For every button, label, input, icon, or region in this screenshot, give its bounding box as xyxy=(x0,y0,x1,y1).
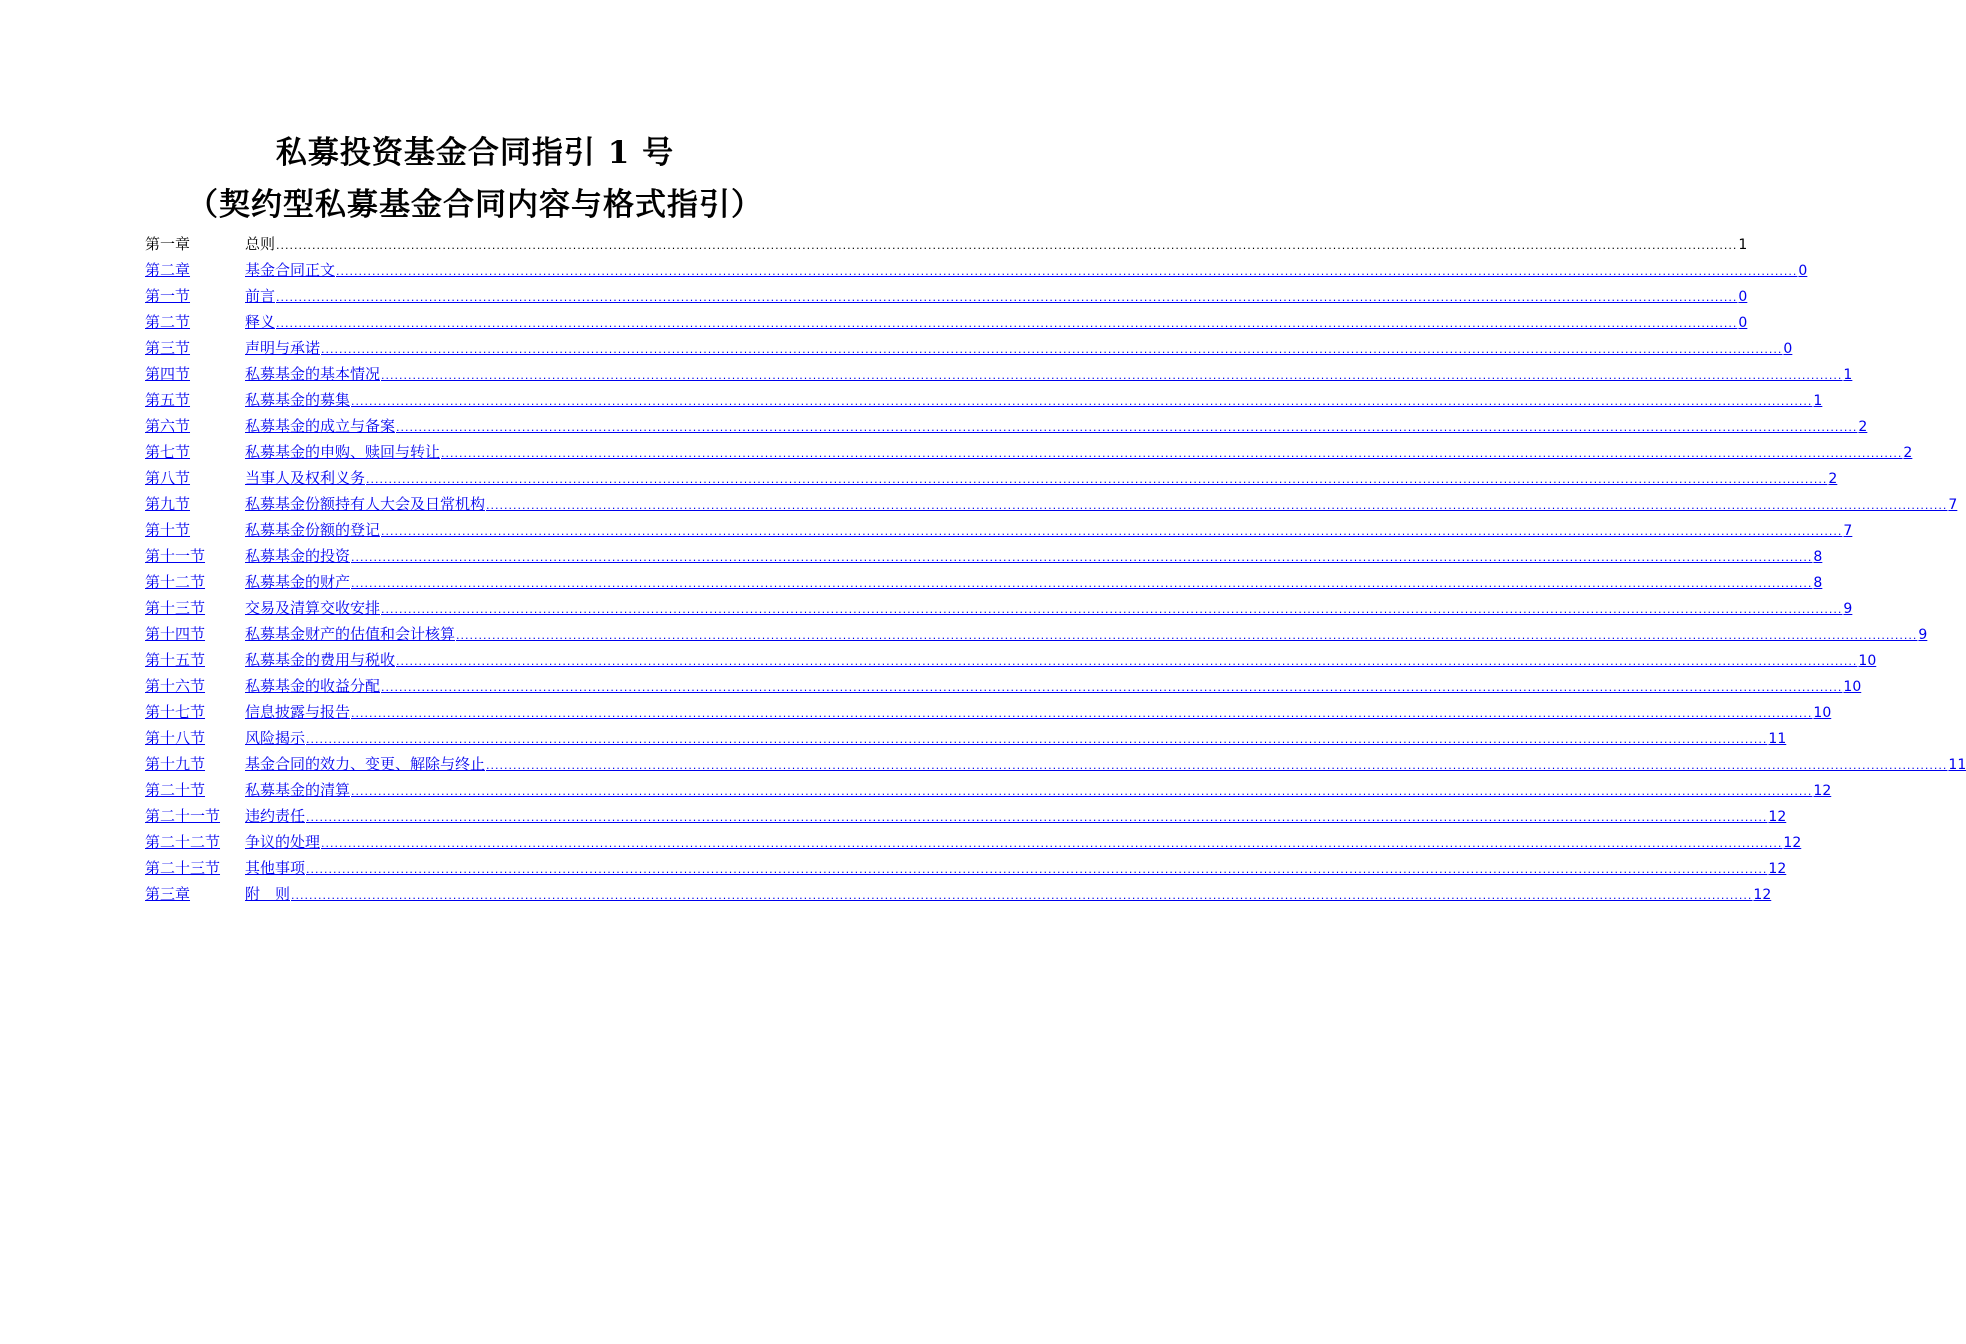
toc-section-link[interactable] xyxy=(145,699,1832,725)
toc-page-number: 1 xyxy=(1738,237,1748,253)
toc-entry-title: 其他事项 xyxy=(245,859,306,877)
toc-page-number: 9 xyxy=(1843,601,1853,617)
toc-dot-leader: ..................................................................................................................................................................................................................................................................................................................................... xyxy=(351,577,1813,590)
toc-page-number: 10 xyxy=(1858,653,1877,669)
toc-section-link[interactable] xyxy=(145,361,1853,387)
document-subtitle: （契约型私募基金合同内容与格式指引） xyxy=(187,187,763,223)
toc-page-number: 8 xyxy=(1813,575,1823,591)
toc-entry-title: 私募基金的申购、赎回与转让 xyxy=(245,443,441,461)
toc-page-number: 10 xyxy=(1843,679,1862,695)
toc-entry-title: 私募基金份额的登记 xyxy=(245,521,381,539)
toc-dot-leader: ..................................................................................................................................................................................................................................................................................................................................... xyxy=(381,369,1843,382)
toc-section-link[interactable] xyxy=(145,777,1832,803)
toc-entry-title: 违约责任 xyxy=(245,807,306,825)
toc-entry-title: 当事人及权利义务 xyxy=(245,469,366,487)
toc-page-number: 10 xyxy=(1813,705,1832,721)
toc-dot-leader: ..................................................................................................................................................................................................................................................................................................................................... xyxy=(351,395,1813,408)
toc-dot-leader: ..................................................................................................................................................................................................................................................................................................................................... xyxy=(276,317,1738,330)
toc-dot-leader: ..................................................................................................................................................................................................................................................................................................................................... xyxy=(441,447,1903,460)
toc-section-link[interactable] xyxy=(145,725,1787,751)
toc-entry-title: 私募基金的投资 xyxy=(245,547,351,565)
toc-section-link[interactable] xyxy=(145,751,1966,777)
toc-entry-number: 第十二节 xyxy=(145,573,206,591)
toc-entry-title: 私募基金的成立与备案 xyxy=(245,417,396,435)
toc-entry-number: 第十节 xyxy=(145,521,191,539)
table-of-contents xyxy=(145,231,1966,907)
toc-entry-title: 私募基金的基本情况 xyxy=(245,365,381,383)
toc-entry-number: 第十四节 xyxy=(145,625,206,643)
toc-page-number: 12 xyxy=(1753,887,1772,903)
toc-entry-number: 第二章 xyxy=(145,261,191,279)
toc-dot-leader: ..................................................................................................................................................................................................................................................................................................................................... xyxy=(486,499,1948,512)
toc-section-link[interactable] xyxy=(145,413,1868,439)
toc-section-link[interactable] xyxy=(145,387,1823,413)
toc-page-number: 11 xyxy=(1948,757,1966,773)
toc-section-link[interactable] xyxy=(145,283,1748,309)
toc-dot-leader: ..................................................................................................................................................................................................................................................................................................................................... xyxy=(381,603,1843,616)
toc-entry-title: 基金合同的效力、变更、解除与终止 xyxy=(245,755,486,773)
toc-entry-title: 私募基金的财产 xyxy=(245,573,351,591)
toc-entry-title: 私募基金份额持有人大会及日常机构 xyxy=(245,495,486,513)
toc-page-number: 0 xyxy=(1738,289,1748,305)
toc-chapter-link[interactable] xyxy=(145,257,1808,283)
toc-entry-number: 第一节 xyxy=(145,287,191,305)
toc-entry-number: 第四节 xyxy=(145,365,191,383)
document-title: 私募投资基金合同指引 1 号 xyxy=(275,135,675,171)
toc-section-link[interactable] xyxy=(145,335,1793,361)
toc-section-link[interactable] xyxy=(145,595,1853,621)
toc-chapter-link[interactable] xyxy=(145,881,1772,907)
toc-entry-number: 第二节 xyxy=(145,313,191,331)
toc-section-link[interactable] xyxy=(145,439,1913,465)
toc-entry-title: 私募基金的募集 xyxy=(245,391,351,409)
toc-entry-number: 第一章 xyxy=(145,235,191,253)
toc-dot-leader: ..................................................................................................................................................................................................................................................................................................................................... xyxy=(321,343,1783,356)
toc-entry-number: 第十七节 xyxy=(145,703,206,721)
toc-dot-leader: ..................................................................................................................................................................................................................................................................................................................................... xyxy=(396,655,1858,668)
toc-dot-leader: ..................................................................................................................................................................................................................................................................................................................................... xyxy=(381,525,1843,538)
toc-section-link[interactable] xyxy=(145,803,1787,829)
toc-page-number: 12 xyxy=(1768,809,1787,825)
toc-page-number: 0 xyxy=(1798,263,1808,279)
toc-section-link[interactable] xyxy=(145,569,1823,595)
toc-page-number: 2 xyxy=(1828,471,1838,487)
toc-page-number: 11 xyxy=(1768,731,1787,747)
toc-section-link[interactable] xyxy=(145,621,1928,647)
toc-dot-leader: ..................................................................................................................................................................................................................................................................................................................................... xyxy=(321,837,1783,850)
toc-page-number: 8 xyxy=(1813,549,1823,565)
toc-entry-number: 第八节 xyxy=(145,469,191,487)
toc-entry-title: 总则 xyxy=(245,235,276,253)
toc-dot-leader: ..................................................................................................................................................................................................................................................................................................................................... xyxy=(276,291,1738,304)
toc-entry-number: 第九节 xyxy=(145,495,191,513)
toc-entry-number: 第三节 xyxy=(145,339,191,357)
toc-entry-number: 第二十一节 xyxy=(145,807,221,825)
toc-page-number: 7 xyxy=(1948,497,1958,513)
toc-entry-title: 风险揭示 xyxy=(245,729,306,747)
toc-section-link[interactable] xyxy=(145,465,1838,491)
toc-dot-leader: ..................................................................................................................................................................................................................................................................................................................................... xyxy=(351,551,1813,564)
toc-entry-title: 信息披露与报告 xyxy=(245,703,351,721)
toc-page-number: 12 xyxy=(1768,861,1787,877)
toc-page-number: 2 xyxy=(1858,419,1868,435)
toc-entry-title: 前言 xyxy=(245,287,276,305)
toc-entry-title: 私募基金的收益分配 xyxy=(245,677,381,695)
toc-dot-leader: ..................................................................................................................................................................................................................................................................................................................................... xyxy=(351,785,1813,798)
toc-page-number: 0 xyxy=(1783,341,1793,357)
toc-dot-leader: ..................................................................................................................................................................................................................................................................................................................................... xyxy=(396,421,1858,434)
toc-entry-title: 基金合同正文 xyxy=(245,261,336,279)
toc-entry-title: 声明与承诺 xyxy=(245,339,321,357)
toc-chapter-link[interactable] xyxy=(145,231,1748,257)
toc-dot-leader: ..................................................................................................................................................................................................................................................................................................................................... xyxy=(306,863,1768,876)
toc-section-link[interactable] xyxy=(145,673,1862,699)
toc-entry-title: 争议的处理 xyxy=(245,833,321,851)
toc-entry-title: 交易及清算交收安排 xyxy=(245,599,381,617)
toc-entry-number: 第二十二节 xyxy=(145,833,221,851)
toc-dot-leader: ..................................................................................................................................................................................................................................................................................................................................... xyxy=(306,733,1768,746)
toc-dot-leader: ..................................................................................................................................................................................................................................................................................................................................... xyxy=(486,759,1948,772)
toc-entry-title: 私募基金的清算 xyxy=(245,781,351,799)
toc-page-number: 0 xyxy=(1738,315,1748,331)
toc-dot-leader: ..................................................................................................................................................................................................................................................................................................................................... xyxy=(381,681,1843,694)
toc-entry-number: 第七节 xyxy=(145,443,191,461)
toc-entry-number: 第十八节 xyxy=(145,729,206,747)
toc-page-number: 9 xyxy=(1918,627,1928,643)
toc-section-link[interactable] xyxy=(145,855,1787,881)
toc-page-number: 2 xyxy=(1903,445,1913,461)
toc-dot-leader: ..................................................................................................................................................................................................................................................................................................................................... xyxy=(351,707,1813,720)
toc-section-link[interactable] xyxy=(145,543,1823,569)
toc-dot-leader: ..................................................................................................................................................................................................................................................................................................................................... xyxy=(456,629,1918,642)
toc-dot-leader: ..................................................................................................................................................................................................................................................................................................................................... xyxy=(291,889,1753,902)
toc-section-link[interactable] xyxy=(145,829,1802,855)
toc-dot-leader: ..................................................................................................................................................................................................................................................................................................................................... xyxy=(306,811,1768,824)
toc-dot-leader: ..................................................................................................................................................................................................................................................................................................................................... xyxy=(336,265,1798,278)
toc-entry-number: 第六节 xyxy=(145,417,191,435)
toc-entry-number: 第二十节 xyxy=(145,781,206,799)
toc-dot-leader: ..................................................................................................................................................................................................................................................................................................................................... xyxy=(366,473,1828,486)
toc-section-link[interactable] xyxy=(145,647,1877,673)
toc-page-number: 1 xyxy=(1843,367,1853,383)
toc-section-link[interactable] xyxy=(145,491,1958,517)
toc-dot-leader: ..................................................................................................................................................................................................................................................................................................................................... xyxy=(276,239,1738,252)
toc-entry-number: 第十三节 xyxy=(145,599,206,617)
toc-page-number: 12 xyxy=(1813,783,1832,799)
toc-entry-number: 第五节 xyxy=(145,391,191,409)
toc-entry-number: 第三章 xyxy=(145,885,191,903)
toc-entry-number: 第二十三节 xyxy=(145,859,221,877)
toc-entry-number: 第十一节 xyxy=(145,547,206,565)
toc-page-number: 7 xyxy=(1843,523,1853,539)
toc-entry-title: 附 则 xyxy=(245,885,291,903)
toc-entry-number: 第十五节 xyxy=(145,651,206,669)
toc-section-link[interactable] xyxy=(145,517,1853,543)
toc-entry-number: 第十六节 xyxy=(145,677,206,695)
toc-entry-number: 第十九节 xyxy=(145,755,206,773)
toc-entry-title: 释义 xyxy=(245,313,276,331)
toc-section-link[interactable] xyxy=(145,309,1748,335)
toc-page-number: 12 xyxy=(1783,835,1802,851)
toc-entry-title: 私募基金的费用与税收 xyxy=(245,651,396,669)
toc-page-number: 1 xyxy=(1813,393,1823,409)
toc-entry-title: 私募基金财产的估值和会计核算 xyxy=(245,625,456,643)
